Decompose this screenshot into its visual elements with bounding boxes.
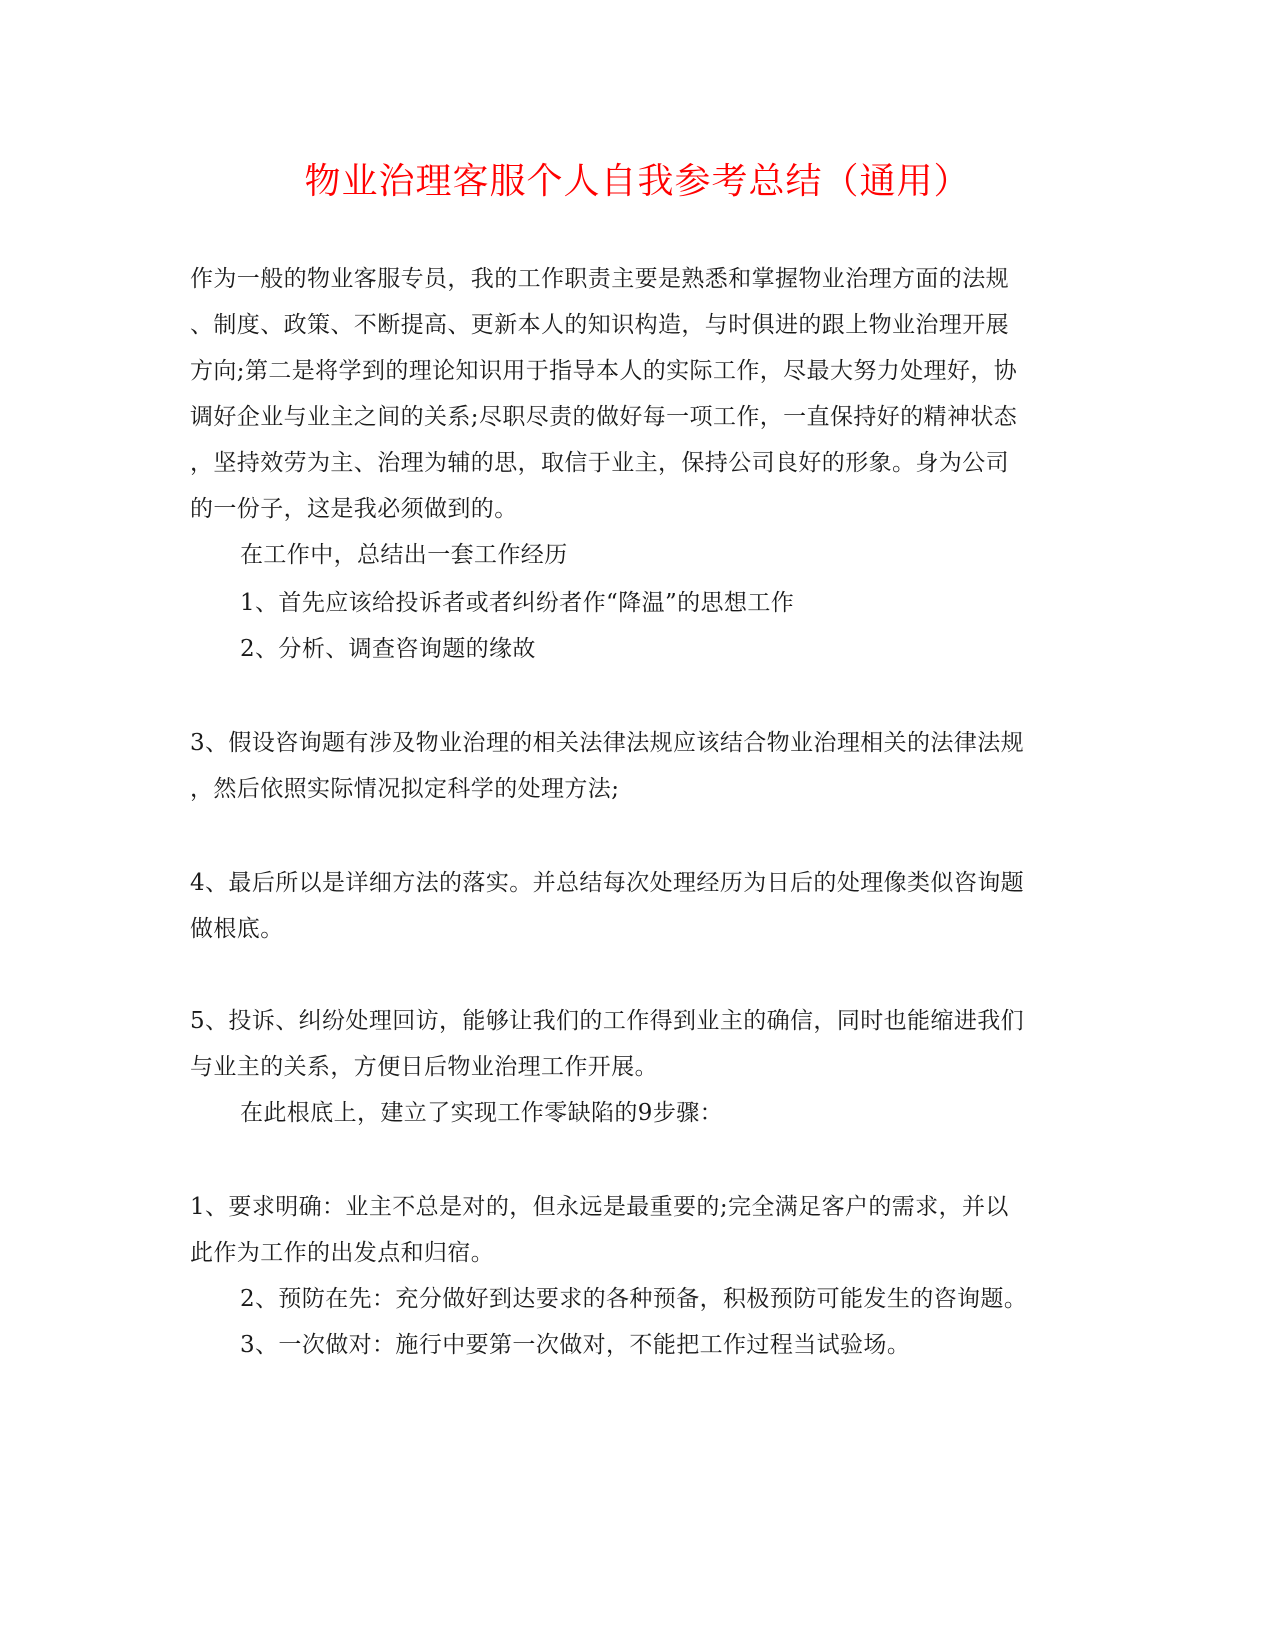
experience-item-2: 2、分析、调查咨询题的缘故 [240,636,536,662]
intro-line-2: 、制度、政策、不断提高、更新本人的知识构造，与时俱进的跟上物业治理开展 [190,312,1009,338]
experience-item-3-line-1: 3、假设咨询题有涉及物业治理的相关法律法规应该结合物业治理相关的法律法规 [190,730,1025,756]
intro-line-1: 作为一般的物业客服专员，我的工作职责主要是熟悉和掌握物业治理方面的法规 [190,266,1009,292]
experience-item-3-line-2: ，然后依照实际情况拟定科学的处理方法; [190,776,620,802]
step-2: 2、预防在先：充分做好到达要求的各种预备，积极预防可能发生的咨询题。 [240,1286,1028,1312]
step-1-line-2: 此作为工作的出发点和归宿。 [190,1240,495,1266]
experience-item-1: 1、首先应该给投诉者或者纠纷者作“降温”的思想工作 [240,590,795,616]
experience-item-4-line-1: 4、最后所以是详细方法的落实。并总结每次处理经历为日后的处理像类似咨询题 [190,870,1025,896]
intro-line-4: 调好企业与业主之间的关系;尽职尽责的做好每一项工作，一直保持好的精神状态 [190,404,1018,430]
experience-item-4-line-2: 做根底。 [190,916,284,942]
intro-line-3: 方向;第二是将学到的理论知识用于指导本人的实际工作，尽最大努力处理好，协 [190,358,1018,384]
experience-intro: 在工作中，总结出一套工作经历 [240,542,568,568]
experience-item-5-line-1: 5、投诉、纠纷处理回访，能够让我们的工作得到业主的确信，同时也能缩进我们 [190,1008,1025,1034]
intro-line-6: 的一份子，这是我必须做到的。 [190,496,518,522]
experience-item-5-line-2: 与业主的关系，方便日后物业治理工作开展。 [190,1054,658,1080]
intro-line-5: ，坚持效劳为主、治理为辅的思，取信于业主，保持公司良好的形象。身为公司 [190,450,1009,476]
steps-intro: 在此根底上，建立了实现工作零缺陷的9步骤： [240,1100,724,1126]
document-title: 物业治理客服个人自我参考总结（通用） [304,161,971,202]
step-3: 3、一次做对：施行中要第一次做对，不能把工作过程当试验场。 [240,1332,911,1358]
step-1-line-1: 1、要求明确：业主不总是对的，但永远是最重要的;完全满足客户的需求，并以 [190,1194,1009,1220]
